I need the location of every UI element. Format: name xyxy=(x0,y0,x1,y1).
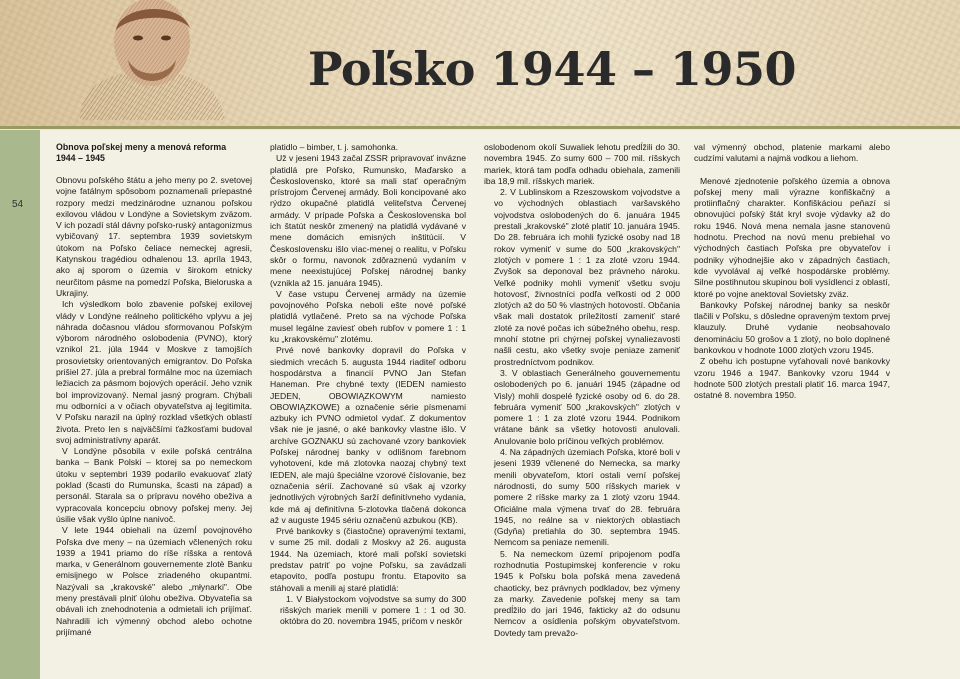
column-4 xyxy=(694,142,890,402)
list-item: 5. Na nemeckom území pripojenom podľa rozhodnutia Postupimskej konferencie v roku 1945 k Poľsku bola poľská mena zavedená chaoticky, bez právnych podkladov, bez výmeny za marky. Zavedenie poľskej meny sa tam predĺžilo do jari 1946, fakticky až do odsunu Nemcov a osídlenia poľským obyvateľstvom. Dovtedy tam prevažo- xyxy=(494,548,680,638)
heading-line-1: Obnova poľskej meny a menová reforma xyxy=(56,142,227,152)
list-item: 1. V Białystockom vojvodstve sa sumy do 300 rišských mariek menili v pomere 1 : 1 od 30. októbra do 20. novembra 1945, pričom v neskôr xyxy=(280,593,466,627)
paragraph: Už v jeseni 1943 začal ZSSR pripravovať invázne platidlá pre Poľsko, Rumunsko, Maďarsko a Československo, ktoré sa mali stať operačným prístrojom Červenej armády. Boli koncipované ako rýdzo okupačné platidlá veliteľstva Červenej armády. V prípade Poľska a Československa bol ich štatút neskôr zmenený na platidlá vydávané v mene domácich emisných inštitúcií. V Československu išlo viac-menej o realitu, v Poľsku skôr o formu, navonok zdôraznenú vydaním v mene neexistujúcej Poľskej národnej banky (vznikla až 15. januára 1945). xyxy=(270,153,466,288)
paragraph: val výmenný obchod, platenie markami alebo cudzími valutami a najmä vodkou a liehom. xyxy=(694,142,890,164)
paragraph: Prvé nové bankovky dopravil do Poľska v siedmich vrecách 5. augusta 1944 riaditeľ odboru hospodárstva a financií PVNO Jan Stefan Haneman. Pre chybné texty (IEDEN namiesto JEDEN, OBOWIĄZKOWYM namiesto OBOWIĄZKOWE) a označenie série písmenami azbuky ich PVNO odmietol vydať. Z dokumentov však nie je jasné, o aké bankovky vlastne išlo. V archíve GOZNAKU sú zachované vzory bankoviek Poľskej národnej banky v odlišnom farebnom vyhotovení, kde má zlotovka naozaj chybný text IEDEN, ale majú špeciálne vzorové číslovanie, bez označenia sérií. Zachované sú však aj vzorky jednotlivých výrobných šarží definitívneho vydania, kde má aj definitívna 5-zlotovka tlačená dokonca až v auguste 1945 sériu označenú azbukou (KB). xyxy=(270,345,466,525)
paragraph: Obnovu poľského štátu a jeho meny po 2. svetovej vojne fatálnym spôsobom poznamenali príepastné rozpory medzi medzinárodne uznanou poľskou exilovou vládou v Londýne a Sovietskym zväzom. V ich pozadí stál dávny poľsko-ruský antagonizmus vybičovaný 17. septembra 1939 sovietskym útokom na Poľsko čeliace nemeckej agresii, Katynskou tragédiou odhalenou 13. apríla 1943, ako aj sporom o územia v širokom etnicky neurčitom pásme na pomedzí Poľska, Bieloruska a Ukrajiny. xyxy=(56,175,252,298)
paragraph: oslobodenom okolí Suwaliek lehotu predĺžili do 30. novembra 1945. Zo sumy 600 – 700 mil. ríšskych mariek, ktorá tam podľa odhadu obiehala, zamenili iba 18,9 mil. ríšskych mariek. xyxy=(484,142,680,186)
divider xyxy=(0,126,960,129)
column-1 xyxy=(56,142,252,638)
list-item: 4. Na západných územiach Poľska, ktoré boli v jeseni 1939 včlenené do Nemecka, sa marky menili obyvateľom, ktorí ostali verní poľskej národnosti, do sumy 500 ríšskych mariek v pomere 2 ríšske marky za 1 zlotý vzoru 1944. Oficiálne mala výmena trvať do 28. februára 1945, no reálne sa v niektorých oblastiach (Gdyňa) pretiahla do 30. septembra 1945. Nemcom sa peniaze nemenili. xyxy=(494,447,680,548)
header-banner xyxy=(0,0,960,126)
list-item: 2. V Lublinskom a Rzeszowskom vojvodstve a vo východných oblastiach varšavského vojvodstva oslobodených do 6. januára 1945 prestali „krakovské" zloté platiť 10. januára 1945. Do 28. februára ich mohli fyzické osoby nad 18 rokov vymeniť v sume do 500 „krakovských" zlotých v pomere 1 : 1 za zloté vzoru 1944. Zvyšok sa deponoval bez právneho nároku. Veľké podniky mohli vymeniť všetku svoju hotovosť, živnostníci podľa veľkosti od 2 000 zlotých až do 50 % vlastných hotovostí. Občania však mali dostatok príležitostí zameniť staré zloté za nové počas ich súbežného obehu, resp. mnohí stotne pri chýrnej poľskej vynaliezavosti našli cestu, ako všetky svoje peniaze zameniť prostredníctvom podnikov. xyxy=(494,187,680,367)
page-number: 54 xyxy=(12,199,24,210)
page-title: Poľsko 1944 – 1950 xyxy=(308,42,797,96)
banknote-portrait-icon xyxy=(60,0,240,120)
paragraph: V lete 1944 obiehali na územÍ povojnového Poľska dve meny – na územiach včlenených roku 1939 a 1941 priamo do ríše ríšska a rentová marka, v Generálnom gouvernemente zlotè Banku emisijnego w Polsce zriadeného okupantmi. Nazývali sa „krakovské" alebo „młynarki". Obe meny prestávali plniť úlohu obeživa. Obyvateľia sa obávali ich znehodnotenia a odmietali ich prijímať. Nahradili ich výmenný obchod alebo ochotne prijímané xyxy=(56,525,252,637)
heading-line-2: 1944 – 1945 xyxy=(56,153,105,163)
paragraph: platidlo – bimber, t. j. samohonka. xyxy=(270,142,399,152)
paragraph: Prvé bankovky s (čiastočne) opravenými textami, v sume 25 mil. dodali z Moskvy až 26. augusta 1944. Na územiach, ktoré mali poľskí sovietski predstav patriť po vojne Poľsku, sa zavádzali etapovito, podľa postupu frontu. Etapovito sa stáhovali a menili aj staré platidlá: xyxy=(270,526,466,593)
paragraph: Z obehu ich postupne vyťahovali nové bankovky vzoru 1946 a 1947. Bankovky vzoru 1944 v hodnote 500 zlotých prestali platiť 16. marca 1947, ostatné 8. novembra 1950. xyxy=(694,356,890,401)
section-heading xyxy=(56,142,252,164)
column-3 xyxy=(484,142,680,639)
column-2 xyxy=(270,142,466,628)
paragraph: Ich výsledkom bolo zbavenie poľskej exilovej vlády v Londýne reálneho politického vplyvu a jej náhrada dočasnou vládou sformovanou Poľským výborom národného oslobodenia (PVNO), ktorý vznikol 21. júla 1944 v Moskve z tamojších prosovietsky orientovaných emigrantov. Do Poľska prišiel 27. júla a prebral formálne moc na územiach ležiacich za pásmom bojových operácií. Jeho vznik bol improvizovaný. Nemal jasný program. Chýbali mu odborníci a v očiach obyvateľstva aj legitimita. V Poľsku narazil na úplný rozklad všetkých oblastí života. Preto len s najväčšími ťažkosťami budoval svoj administratívny aparát. xyxy=(56,299,252,445)
paragraph: V Londýne pôsobila v exile poľská centrálna banka – Bank Polski – ktorej sa po nemeckom útoku v septembri 1939 podarilo evakuovať zlatý poklad (šcasti do Rumunska, šcasti na západ) a personál. Starala sa o prípravu nového obeživa a vypracovala koncepciu obnovy poľskej meny. Jej úsilie však vyšlo úplne nanivoč. xyxy=(56,446,252,524)
paragraph: Bankovky Poľskej národnej banky sa neskôr tlačili v Poľsku, s dôsledne opraveným textom prvej klauzuly. Druhé vydanie neobsahovalo denomináciu 50 grošov a 1 zlotý, no bolo doplnené bankovkou v hodnote 1000 zlotých vzoru 1945. xyxy=(694,299,890,356)
side-stripe xyxy=(0,130,40,679)
paragraph: Menové zjednotenie poľského územia a obnova poľskej meny mali výrazne konfiškačný a protiinflačný charakter. Konfiškáciou peňazí si obnovujúci poľský štát kryl svoje výdavky až do roku 1946. Nová mena nemala jasne stanovenú hodnotu. Prechod na novú menu prebiehal vo východných častiach Poľska pre obyvateľov i podniky výhodnejšie ako v západných častiach, kde vyvolával aj veľké hospodárske problémy. Silne postihnutou skupinou boli vysídlenci z oblastí, ktoré po vojne anektoval Sovietsky zväz. xyxy=(694,175,890,299)
paragraph: V čase vstupu Červenej armády na územie povojnového Poľska neboli ešte nové poľské platidlá vytlačené. Preto sa na východe Poľska musel legálne zaviesť obeh rubľov v pomere 1 : 1 ku „krakovskému" zlotému. xyxy=(270,288,466,345)
list-item: 3. V oblastiach Generálneho gouvernementu oslobodených po 6. januári 1945 (západne od Visly) mohli dospelé fyzické osoby od 6. do 28. februára vymeniť 500 „krakovských" zlotých v pomere 1 : 1 za zloté vzoru 1944. Podnikom vrátane bánk sa všetky hotovosti anulovali. Anulovanie bolo príčinou veľkých problémov. xyxy=(494,367,680,446)
